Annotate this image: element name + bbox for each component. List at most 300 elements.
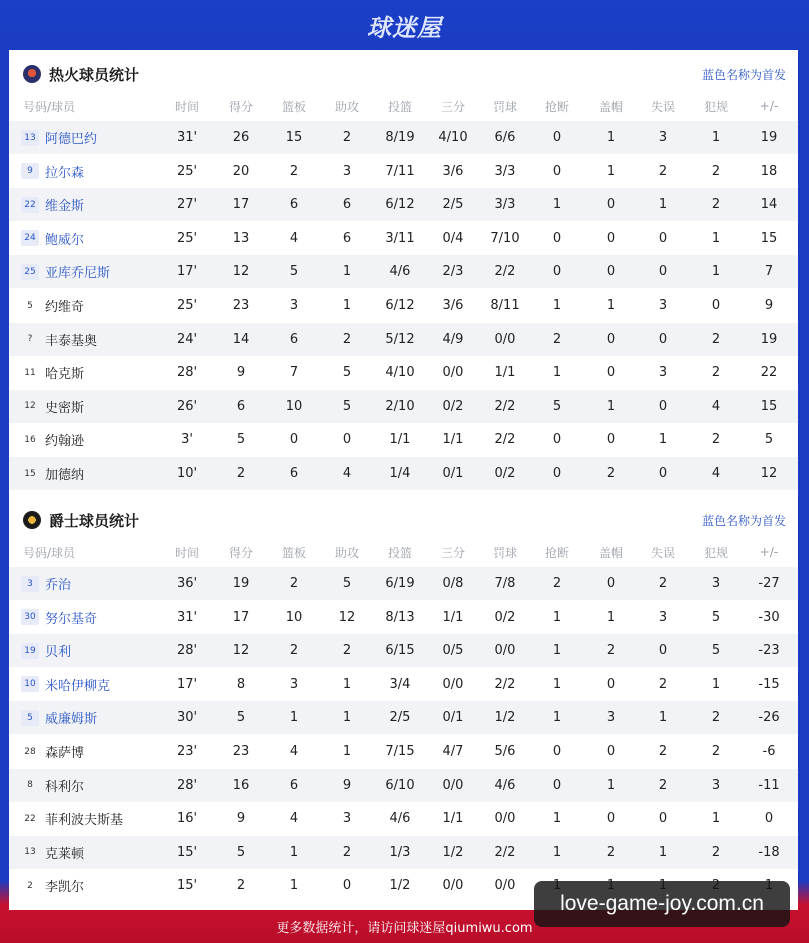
stat-cell: 0 [606,197,616,213]
stat-cell: 2/2 [494,398,516,414]
player-name[interactable]: 亚库乔尼斯 [45,266,111,282]
stat-cell: 0/0 [442,777,464,793]
stat-cell: 8/13 [385,609,415,625]
stat-cell: 9 [236,365,246,381]
stat-cell: 6/6 [494,130,516,145]
player-row[interactable] [9,423,798,456]
stat-cell: 2/5 [389,710,411,726]
stat-cell: 0 [764,811,774,827]
jersey-number: 13 [21,130,39,146]
stat-cell: 4/6 [389,264,411,280]
section-title: 热火球员统计 [49,65,140,84]
stat-cell: 5 [764,432,774,448]
stat-cell: 2 [552,576,562,591]
stat-cell: 23' [176,744,198,759]
footer-link[interactable]: 更多数据统计，请访问球迷屋qiumiwu.com [276,921,533,936]
stat-cell: 2 [289,643,299,659]
stat-cell: -26 [758,710,780,726]
stat-cell: 12 [232,264,250,280]
section-title: 爵士球员统计 [49,511,140,530]
jersey-number: 8 [27,780,33,791]
column-header: 时间 [174,99,199,114]
stat-cell: 1 [606,163,616,179]
stat-cell: 1 [606,130,616,145]
stat-cell: 2 [606,466,616,481]
stat-cell: 1 [342,298,352,313]
column-header: 篮板 [281,545,306,560]
stat-cell: 1/2 [389,878,411,894]
stat-cell: 3' [181,432,193,448]
jersey-number: 13 [24,847,36,858]
stat-cell: 8 [236,676,246,692]
stat-cell: 6 [289,197,299,213]
stat-cell: 24' [176,331,198,347]
stat-cell: 25' [176,230,198,246]
jersey-number: 16 [24,434,36,445]
player-name[interactable]: 克莱顿 [45,846,85,862]
stat-cell: 0 [606,230,616,246]
stat-cell: 0/0 [442,676,464,692]
jazz-logo-icon [23,511,41,529]
stat-cell: 1/4 [389,466,411,481]
stat-cell: 6 [342,230,352,246]
player-name[interactable]: 努尔基奇 [45,611,98,627]
stat-cell: 7/10 [490,230,520,246]
stat-cell: 3 [289,298,299,313]
stat-cell: 3 [658,298,668,313]
stat-cell: 5 [236,844,246,860]
stat-cell: 4/6 [494,777,516,793]
stat-cell: 3/6 [442,163,464,179]
player-name[interactable]: 哈克斯 [45,367,85,383]
stat-cell: 1/1 [494,365,516,381]
stat-cell: -6 [762,744,776,759]
stat-cell: 31' [176,609,198,625]
stat-cell: 2/2 [494,844,516,860]
stat-cell: 31' [176,130,198,145]
stat-cell: 4 [711,466,721,481]
stat-cell: 18 [760,163,778,179]
stat-cell: 1 [552,609,562,625]
stat-cell: 15 [760,398,778,414]
column-header: 时间 [174,545,199,560]
stat-cell: 0/2 [442,398,464,414]
stat-cell: 4 [342,466,352,481]
player-name[interactable]: 科利尔 [45,779,85,795]
stat-cell: 23 [232,298,250,313]
stat-cell: 4/9 [442,331,464,347]
stat-cell: 17 [232,609,250,625]
stat-cell: 3/6 [442,298,464,313]
stat-cell: 6/15 [385,643,415,659]
stat-cell: 0 [552,432,562,448]
stat-cell: 2 [711,365,721,381]
stat-cell: 2/2 [494,432,516,448]
stat-cell: 8/19 [385,130,415,145]
stat-cell: 1 [552,365,562,381]
stat-cell: 22 [760,365,778,381]
player-name[interactable]: 威廉姆斯 [45,712,98,728]
stat-cell: 1 [606,398,616,414]
stat-cell: 10' [176,466,198,481]
stat-cell: 1 [342,676,352,692]
stat-cell: 2 [342,844,352,860]
stat-cell: 0/0 [494,811,516,827]
stat-cell: 1 [552,811,562,827]
stat-cell: 2 [342,331,352,347]
player-row[interactable] [9,567,798,600]
stat-cell: 4/7 [442,744,464,759]
stat-cell: 0 [552,230,562,246]
stat-cell: 1 [606,298,616,313]
column-header: 罚球 [492,545,517,560]
stat-cell: 2 [711,432,721,448]
stat-cell: -30 [758,609,780,625]
stat-cell: 5 [236,710,246,726]
stat-cell: -27 [758,576,780,591]
stat-cell: 2/2 [494,264,516,280]
stat-cell: 2 [711,331,721,347]
player-row[interactable] [9,802,798,835]
stat-cell: 17' [176,676,198,692]
stat-cell: 3 [342,811,352,827]
stat-cell: 3 [658,365,668,381]
jersey-number: 25 [21,264,39,280]
jersey-number: 10 [21,676,39,692]
stat-cell: 0/0 [442,878,464,894]
stat-cell: 28' [176,643,198,659]
jersey-number: 5 [21,710,39,726]
stat-cell: 15 [285,130,303,145]
stat-cell: 0/0 [494,878,516,894]
stat-cell: 4 [289,811,299,827]
player-row[interactable] [9,323,798,356]
stat-cell: 0/4 [442,230,464,246]
player-row[interactable] [9,836,798,869]
stat-cell: 4/10 [438,130,468,145]
stats-card [9,50,798,910]
column-header: +/- [759,99,779,113]
stat-cell: 1 [342,264,352,280]
stat-cell: 0/0 [494,643,516,659]
stat-cell: 2/5 [442,197,464,213]
player-row[interactable] [9,769,798,802]
stat-cell: 0/0 [494,331,516,347]
stat-cell: 1 [552,710,562,726]
stat-cell: 28' [176,365,198,381]
stat-cell: 3 [658,130,668,145]
player-name[interactable]: 乔治 [45,578,72,593]
stat-cell: 0 [606,365,616,381]
stat-cell: 2 [658,576,668,591]
stat-cell: 6 [289,466,299,481]
stat-cell: 1/1 [442,609,464,625]
player-row[interactable] [9,457,798,490]
player-name[interactable]: 维金斯 [45,199,85,215]
stat-cell: 5 [289,264,299,280]
stat-cell: 0/2 [494,466,516,481]
stat-cell: 0/1 [442,710,464,726]
stat-cell: 2 [289,576,299,591]
player-row[interactable] [9,155,798,188]
stat-cell: 1 [289,878,299,894]
jersey-number: 30 [21,609,39,625]
player-name[interactable]: 菲利波夫斯基 [45,813,124,829]
column-header: 助攻 [334,545,359,560]
stat-cell: 2 [658,163,668,179]
stat-cell: 25' [176,163,198,179]
stat-cell: 2 [606,643,616,659]
stat-cell: -11 [758,777,780,793]
column-header: 投篮 [387,99,412,114]
column-header: 盖帽 [598,99,623,114]
stat-cell: 1 [552,197,562,213]
stat-cell: 2 [711,744,721,759]
stat-cell: 5 [552,398,562,414]
stat-cell: 3 [342,163,352,179]
stat-cell: 1/1 [442,811,464,827]
stat-cell: 2/10 [385,398,415,414]
stat-cell: 3/3 [494,197,516,213]
stat-cell: 1 [289,710,299,726]
player-row[interactable] [9,668,798,701]
player-row[interactable] [9,701,798,734]
player-name[interactable]: 约维奇 [45,300,85,315]
stat-cell: 3/3 [494,163,516,179]
stat-cell: 5 [342,576,352,591]
column-header: 三分 [440,99,465,114]
stat-cell: 0 [658,230,668,246]
stat-cell: 2 [236,878,246,894]
jersey-number: 12 [24,401,36,412]
column-header: 号码/球员 [23,99,76,114]
stat-cell: 16 [232,777,250,793]
column-header: 助攻 [334,99,359,114]
column-header: 抢断 [544,545,569,560]
stat-cell: 6 [236,398,246,414]
starter-legend-note: 蓝色名称为首发 [701,67,786,82]
stat-cell: 2 [342,643,352,659]
player-name[interactable]: 约翰逊 [45,434,85,450]
stat-cell: 26 [232,130,250,145]
stat-cell: 25' [176,298,198,313]
stat-cell: 9 [342,777,352,793]
stat-cell: 3 [289,676,299,692]
stat-cell: 1 [711,264,721,280]
jersey-number: 22 [24,813,36,824]
player-name[interactable]: 李凯尔 [45,880,85,896]
column-header: 犯规 [703,99,728,114]
stat-cell: 6/12 [385,197,415,213]
section-header [9,60,798,88]
stat-cell: -15 [758,676,780,692]
stat-cell: 1 [552,844,562,860]
stat-cell: 0 [658,466,668,481]
jersey-number: 5 [27,300,33,311]
stat-cell: 5 [342,365,352,381]
stat-cell: 0/1 [442,466,464,481]
stat-cell: 1/2 [442,844,464,860]
stat-cell: 6 [342,197,352,213]
stat-cell: 19 [760,331,778,347]
stat-cell: 1 [711,230,721,246]
stat-cell: 2 [552,331,562,347]
stat-cell: 2 [289,163,299,179]
stat-cell: 3 [711,576,721,591]
stat-cell: 12 [232,643,250,659]
stat-cell: 0 [342,432,352,448]
player-row[interactable] [9,289,798,322]
jersey-number: 3 [21,576,39,592]
stat-cell: 14 [232,331,250,347]
player-name[interactable]: 森萨博 [45,746,85,761]
player-name[interactable]: 贝利 [45,645,72,661]
player-row[interactable] [9,222,798,255]
stat-cell: 4 [289,230,299,246]
stat-cell: 3 [658,609,668,625]
stat-cell: 1 [711,676,721,692]
stat-cell: 0 [606,811,616,827]
player-name[interactable]: 丰泰基奥 [45,333,98,349]
jersey-number: ? [27,334,33,345]
stat-cell: 3 [606,710,616,726]
column-header: 失误 [650,545,675,560]
stat-cell: 7/11 [385,163,415,179]
player-name[interactable]: 拉尔森 [45,165,85,181]
stat-cell: -23 [758,643,780,659]
stat-cell: 19 [232,576,250,591]
stat-cell: 3/4 [389,676,411,692]
stat-cell: 6 [289,331,299,347]
player-row[interactable] [9,634,798,667]
stat-cell: 19 [760,130,778,145]
stat-cell: 6 [289,777,299,793]
player-row[interactable] [9,356,798,389]
stat-cell: 0 [606,331,616,347]
stat-cell: 1/1 [442,432,464,448]
stat-cell: 8/11 [490,298,520,313]
column-header: +/- [759,545,779,559]
stat-cell: 15 [760,230,778,246]
stat-cell: 12 [760,466,778,481]
stat-cell: -18 [758,844,780,860]
stat-cell: 0 [342,878,352,894]
heat-logo-icon [23,65,41,83]
stat-cell: 13 [232,230,250,246]
stat-cell: 1/1 [389,432,411,448]
jersey-number: 19 [21,643,39,659]
stat-cell: 0 [658,811,668,827]
stat-cell: 15' [176,844,198,860]
player-row[interactable] [9,601,798,634]
stat-cell: 1 [552,643,562,659]
stat-cell: 0 [552,777,562,793]
stat-cell: 2 [711,710,721,726]
stat-cell: 17 [232,197,250,213]
stat-cell: 0 [606,676,616,692]
stat-cell: 1 [552,298,562,313]
column-header: 犯规 [703,545,728,560]
stat-cell: 1 [658,844,668,860]
stat-cell: 5/12 [385,331,415,347]
stat-cell: 0 [711,298,721,313]
column-header: 抢断 [544,99,569,114]
stat-cell: 0/2 [494,609,516,625]
column-header: 号码/球员 [23,545,76,560]
stat-cell: 3/11 [385,230,415,246]
player-row[interactable] [9,188,798,221]
stat-cell: 6/10 [385,777,415,793]
player-name[interactable]: 鲍威尔 [45,232,85,248]
jersey-number: 9 [21,163,39,179]
jersey-number: 11 [24,367,36,378]
column-header: 三分 [440,545,465,560]
stat-cell: 0 [606,744,616,759]
player-name[interactable]: 史密斯 [45,400,85,416]
stat-cell: 7/8 [494,576,516,591]
stat-cell: 2 [658,777,668,793]
stat-cell: 14 [760,197,778,213]
stat-cell: 0 [552,163,562,179]
column-header: 罚球 [492,99,517,114]
stat-cell: 0 [606,576,616,591]
player-row[interactable] [9,735,798,768]
column-header-row [9,539,798,565]
stat-cell: 1/3 [389,844,411,860]
stat-cell: 1 [711,811,721,827]
jersey-number: 22 [21,197,39,213]
stat-cell: 9 [764,298,774,313]
stat-cell: 0/0 [442,365,464,381]
stat-cell: 7/15 [385,744,415,759]
column-header: 得分 [228,99,253,114]
column-header: 得分 [228,545,253,560]
stat-cell: 30' [176,710,198,726]
player-name[interactable]: 阿德巴约 [45,132,98,147]
stat-cell: 0 [289,432,299,448]
stat-cell: 1 [658,432,668,448]
stat-cell: 1 [711,130,721,145]
section-header [9,506,798,534]
stat-cell: 4/6 [389,811,411,827]
stat-cell: 2 [606,844,616,860]
player-row[interactable] [9,255,798,288]
stat-cell: 12 [338,609,356,625]
stat-cell: 26' [176,398,198,414]
player-name[interactable]: 加德纳 [45,468,85,483]
player-row[interactable] [9,121,798,154]
stat-cell: 28' [176,777,198,793]
stat-cell: 2 [711,197,721,213]
stat-cell: 1 [552,676,562,692]
stat-cell: 0 [606,264,616,280]
stat-cell: 1 [606,609,616,625]
stat-cell: 0 [658,264,668,280]
stat-cell: 7 [764,264,774,280]
stat-cell: 0 [552,744,562,759]
player-name[interactable]: 米哈伊柳克 [45,678,111,694]
stat-cell: 20 [232,163,250,179]
stat-cell: 2/2 [494,676,516,692]
stat-cell: 2 [342,130,352,145]
stat-cell: 0 [658,398,668,414]
player-row[interactable] [9,390,798,423]
stat-cell: 4/10 [385,365,415,381]
stat-cell: 4 [711,398,721,414]
brand-logo: 球迷屋 [367,13,442,42]
stat-cell: 0 [552,264,562,280]
jersey-number: 2 [27,880,33,891]
